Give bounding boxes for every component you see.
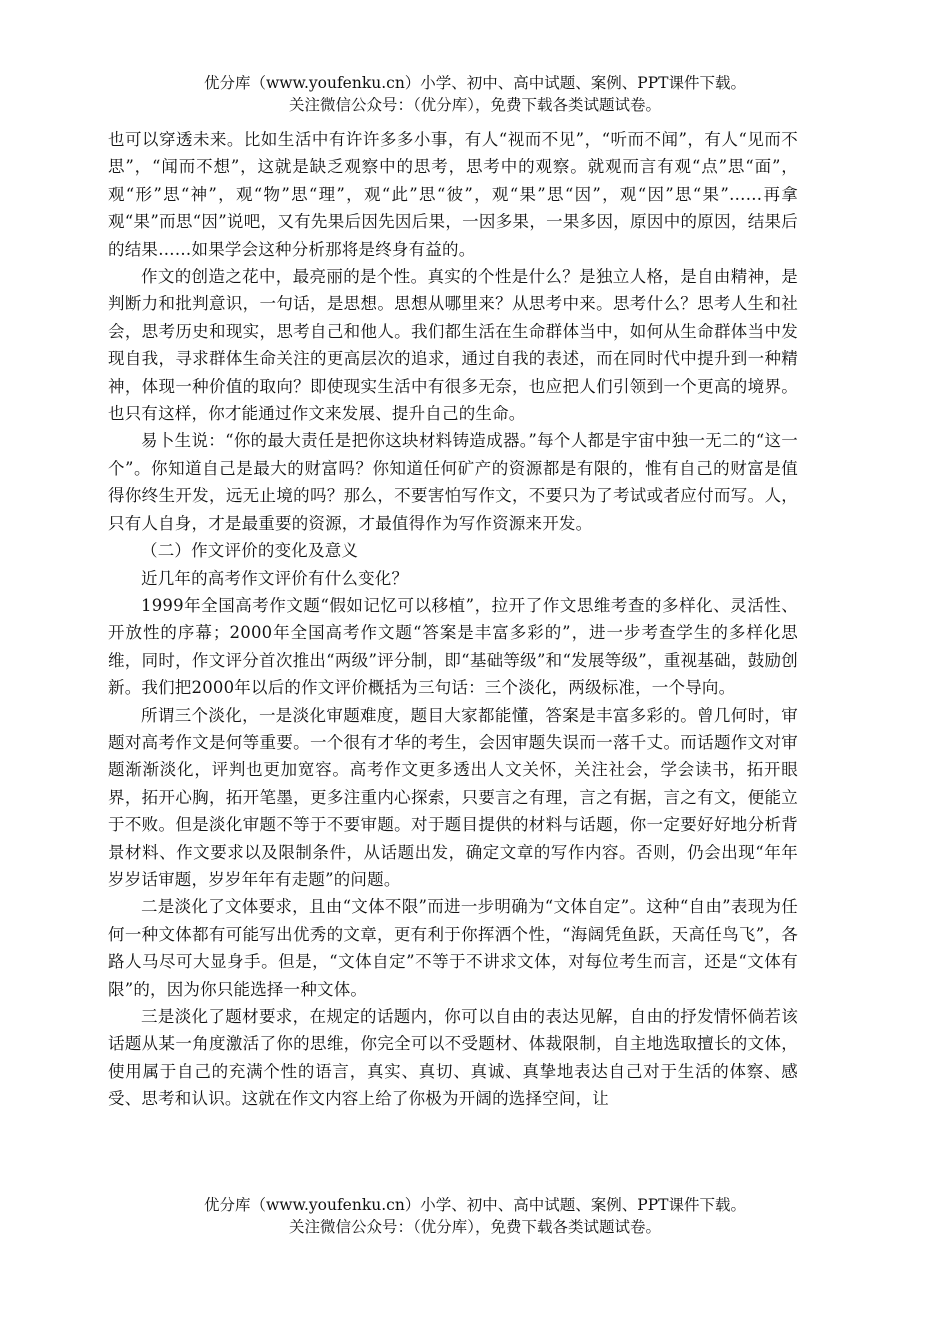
paragraph-continuation: 也可以穿透未来。比如生活中有许许多多小事，有人“视而不见”，“听而不闻”，有人“见而不思”，“闻而不想”，这就是缺乏观察中的思考，思考中的观察。就观而言有观“点”思“面”，观“形”思“神”，观“物”思“理”，观“此”思“彼”，观“果”思“因”，观“因”思“果”……再拿观“果”而思“因”说吧，又有先果后因先因后果，一因多果，一果多因，原因中的原因，结果后的结果……如果学会这种分析那将是终身有益的。 xyxy=(108,130,798,259)
paragraph-first-dilution: 所谓三个淡化，一是淡化审题难度，题目大家都能懂，答案是丰富多彩的。曾几何时，审题对高考作文是何等重要。一个很有才华的考生，会因审题失误而一落千丈。而话题作文对审题渐渐淡化，评判也更加宽容。高考作文更多透出人文关怀，关注社会，学会读书，拓开眼界，拓开心胸，拓开笔墨，更多注重内心探索，只要言之有理，言之有据，言之有文，便能立于不败。但是淡化审题不等于不要审题。对于题目提供的材料与话题，你一定要好好地分析背景材料、作文要求以及限制条件，从话题出发，确定文章的写作内容。否则，仍会出现“年年岁岁话审题，岁岁年年有走题”的问题。 xyxy=(108,705,798,889)
paragraph-individuality: 作文的创造之花中，最亮丽的是个性。真实的个性是什么？是独立人格，是自由精神，是判断力和批判意识，一句话，是思想。思想从哪里来？从思考中来。思考什么？思考人生和社会，思考历史和现实，思考自己和他人。我们都生活在生命群体当中，如何从生命群体当中发现自我，寻求群体生命关注的更高层次的追求，通过自我的表述，而在同时代中提升到一种精神，体现一种价值的取向？即使现实生活中有很多无奈，也应把人们引领到一个更高的境界。也只有这样，你才能通过作文来发展、提升自己的生命。 xyxy=(108,267,798,424)
header-line-2: 关注微信公众号：（优分库），免费下载各类试题试卷。 xyxy=(288,96,661,114)
paragraph-question: 近几年的高考作文评价有什么变化？ xyxy=(141,568,409,588)
paragraph-ibsen-quote: 易卜生说：“你的最大责任是把你这块材料铸造成器。”每个人都是宇宙中独一无二的“这一个”。你知道自己是最大的财富吗？你知道任何矿产的资源都是有限的，惟有自己的财富是值得你终生开发，远无止境的吗？那么，不要害怕写作文，不要只为了考试或者应付而写。人，只有人自身，才是最重要的资源，才最值得作为写作资源来开发。 xyxy=(108,431,798,533)
section-heading: （二）作文评价的变化及意义 xyxy=(141,541,359,561)
paragraph-second-dilution: 二是淡化了文体要求，且由“文体不限”而进一步明确为“文体自定”。这种“自由”表现为任何一种文体都有可能写出优秀的文章，更有利于你挥洒个性，“海阔凭鱼跃，天高任鸟飞”，各路人马尽可大显身手。但是，“文体自定”不等于不讲求文体，对每位考生而言，还是“文体有限”的，因为你只能选择一种文体。 xyxy=(108,897,798,999)
page-footer xyxy=(0,1194,950,1238)
paragraph-third-dilution: 三是淡化了题材要求，在规定的话题内，你可以自由的表达见解，自由的抒发情怀倘若该话题从某一角度激活了你的思维，你完全可以不受题材、体裁限制，自主地选取擅长的文体，使用属于自己的充满个性的语言，真实、真切、真诚、真挚地表达自己对于生活的体察、感受、思考和认识。这就在作文内容上给了你极为开阔的选择空间，让 xyxy=(108,1007,798,1109)
footer-line-1: 优分库（www.youfenku.cn）小学、初中、高中试题、案例、PPT课件下载。 xyxy=(203,1196,747,1214)
paragraph-1999-exam: 1999年全国高考作文题“假如记忆可以移植”，拉开了作文思维考查的多样化、灵活性、开放性的序幕；2000年全国高考作文题“答案是丰富多彩的”，进一步考查学生的多样化思维，同时，作文评分首次推出“两级”评分制，即“基础等级”和“发展等级”，重视基础，鼓励创新。我们把2000年以后的作文评价概括为三句话：三个淡化，两级标准，一个导向。 xyxy=(108,595,798,698)
document-body xyxy=(108,126,798,1113)
footer-line-2: 关注微信公众号：（优分库），免费下载各类试题试卷。 xyxy=(288,1218,661,1236)
header-line-1: 优分库（www.youfenku.cn）小学、初中、高中试题、案例、PPT课件下载。 xyxy=(203,74,747,92)
page-header xyxy=(0,72,950,116)
